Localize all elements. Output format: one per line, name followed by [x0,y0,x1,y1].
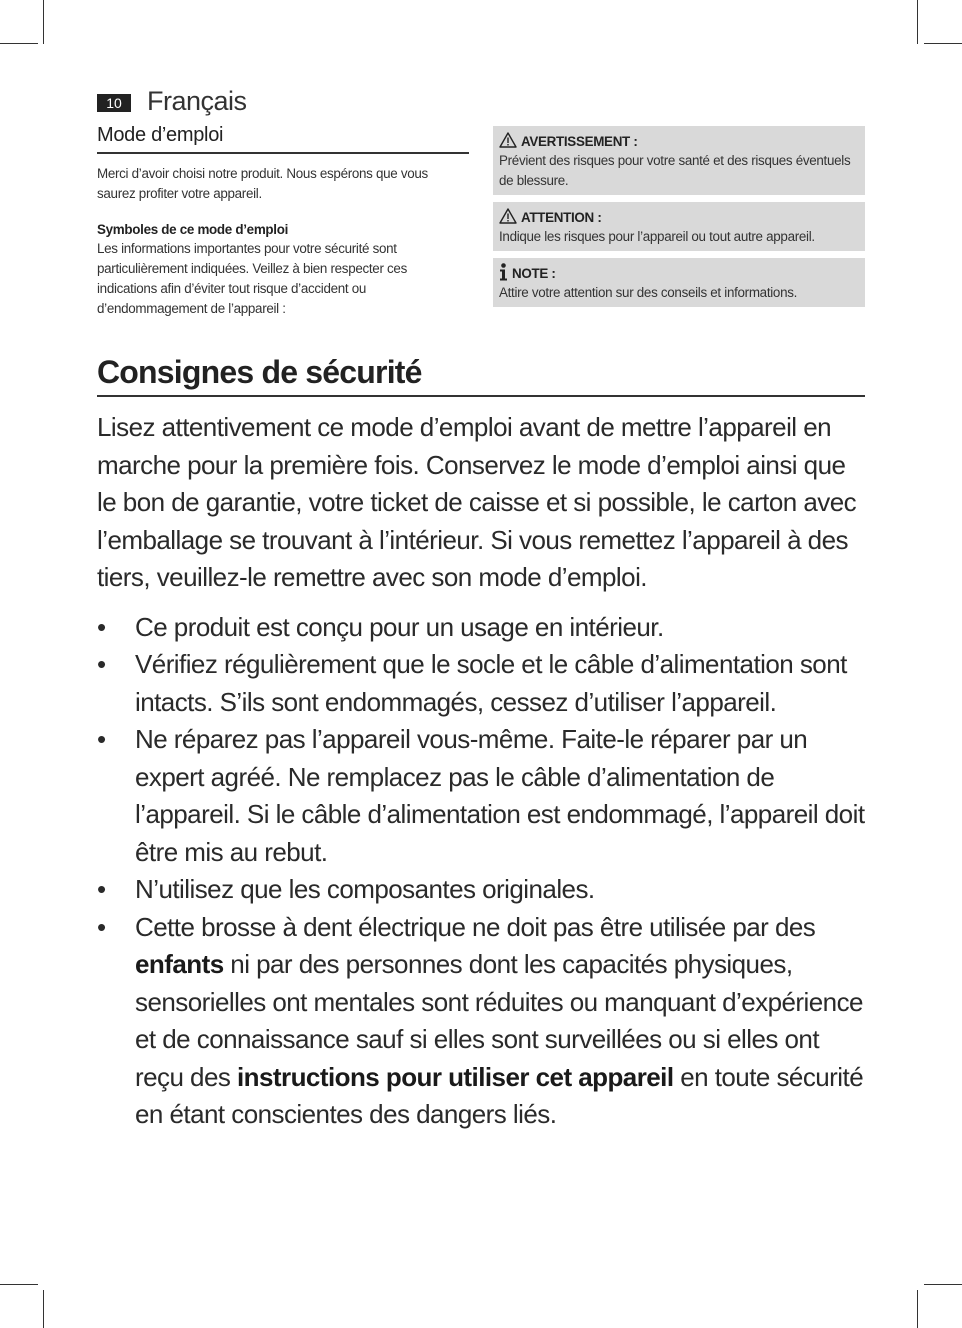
bullet: • [97,611,106,642]
safety-list [97,609,865,1134]
list-item-text [135,912,863,1130]
notice-label: ATTENTION : [521,209,602,225]
notice-note [493,258,865,307]
notice-warning [493,126,865,195]
crop-mark [924,1284,962,1285]
notice-text: Attire votre attention sur des conseils et informations. [499,285,798,300]
symbols-text: Les informations importantes pour votre sécurité sont particulièrement indiquées. Veillez à bien respecter ces indications afin d’éviter tout risque d’accident ou d’endommagement de l’appareil : [97,241,407,316]
crop-mark [917,1290,918,1328]
crop-mark [0,1284,38,1285]
list-item-text: Ne réparez pas l’appareil vous-même. Faite-le réparer par un expert agréé. Ne remplacez pas le câble d’alimentation de l’appareil. Si le câble d’alimentation est endommagé, l’appareil doit être mis au rebut. [135,724,865,867]
bold-text: instructions pour utiliser cet appareil [237,1061,674,1092]
intro-text: Merci d’avoir choisi notre produit. Nous espérons que vous saurez profiter votre appareil. [97,166,428,201]
notice-boxes [493,126,865,314]
language-heading: Français [147,86,247,116]
list-item [97,909,865,1134]
bullet: • [97,874,106,904]
crop-mark [43,1290,44,1328]
bullet: • [97,911,106,942]
bullet: • [97,649,106,679]
safety-body [97,409,865,1134]
notice-attention [493,202,865,251]
crop-mark [0,43,38,44]
warning-triangle-icon [499,208,517,227]
list-item-text: Ce produit est conçu pour un usage en intérieur. [135,611,664,642]
notice-label: AVERTISSEMENT : [521,133,638,149]
manual-title: Mode d’emploi [97,124,469,154]
text-run: Cette brosse à dent électrique ne doit pas être utilisée par des [135,911,816,942]
crop-mark [43,0,44,44]
page-number: 10 [97,94,131,112]
notice-text: Prévient des risques pour votre santé et des risques éventuels de blessure. [499,153,851,188]
bullet: • [97,724,106,754]
symbols-title: Symboles de ce mode d’emploi [97,222,289,237]
warning-triangle-icon [499,132,517,151]
list-item [97,646,865,721]
manual-intro-section [97,124,469,319]
text-run: en toute sécurité en étant conscientes des dangers liés. [135,1061,864,1129]
notice-label: NOTE : [512,265,556,281]
safety-title: Consignes de sécurité [97,354,865,397]
list-item-text: N’utilisez que les composantes originales. [135,874,595,904]
list-item [97,721,865,871]
text-run: ni par des personnes dont les capacités physiques, sensorielles ont mentales sont réduites ou manquant d’expérience et de connaissance sauf si elles sont surveillées ou si elles ont reçu des [135,949,863,1092]
notice-text: Indique les risques pour l’appareil ou tout autre appareil. [499,229,815,244]
info-icon [499,263,508,284]
safety-lead: Lisez attentivement ce mode d’emploi avant de mettre l’appareil en marche pour la première fois. Conservez le mode d’emploi ainsi que le bon de garantie, votre ticket de caisse et si possible, le carton avec l’emballage se trouvant à l’intérieur. Si vous remettez l’appareil à des tiers, veuillez-le remettre avec son mode d’emploi. [97,412,857,592]
crop-mark [917,0,918,44]
list-item-text: Vérifiez régulièrement que le socle et le câble d’alimentation sont intacts. S’ils sont endommagés, cessez d’utiliser l’appareil. [135,649,847,717]
crop-mark [924,43,962,44]
list-item [97,609,865,647]
bold-text: enfants [135,949,224,979]
list-item [97,871,865,909]
